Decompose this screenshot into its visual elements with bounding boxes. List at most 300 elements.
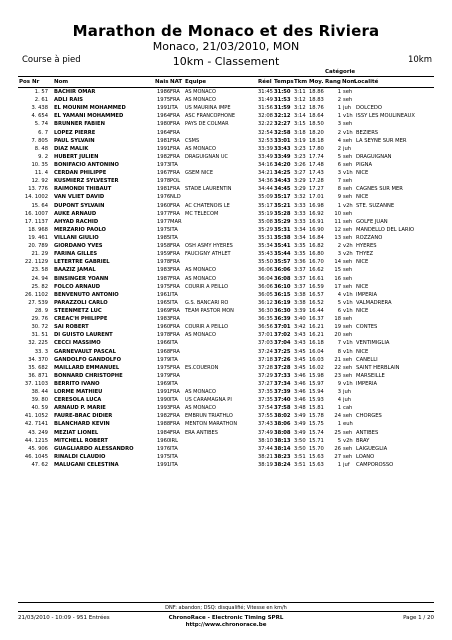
cell-reel: 38:10 (258, 437, 273, 444)
cell-pos: 40. 59 (31, 405, 48, 412)
cell-nais: 1965 (157, 299, 171, 306)
table-row (18, 339, 434, 347)
cell-equipe: ERA ANTIBES (185, 429, 218, 436)
cell-temps: 34:43 (274, 178, 291, 185)
cell-moy: 16.03 (309, 356, 324, 363)
cell-temps: 34:20 (274, 161, 291, 168)
cell-nat: ITA (170, 340, 178, 347)
cell-rang: 3 (337, 389, 341, 396)
cell-tkm: 3:34 (294, 234, 306, 241)
cell-reel: 37:54 (258, 405, 273, 412)
cell-tkm: 3:46 (294, 372, 306, 379)
event-subtitle: Monaco, 21/03/2010, MON (152, 40, 300, 53)
cell-moy: 16.52 (309, 299, 324, 306)
cell-reel: 31:56 (258, 105, 273, 112)
cell-cat: seh (343, 445, 353, 452)
cell-tkm: 3:37 (294, 275, 306, 282)
cell-cat: seh (343, 186, 353, 193)
cell-reel: 35:19 (258, 210, 273, 217)
cell-tkm: 3:27 (294, 170, 306, 177)
cell-nom: CECCI MASSIMO (54, 340, 101, 347)
cell-nat: NLD (170, 194, 181, 201)
cell-moy: 15.63 (309, 453, 324, 460)
cell-nais: 1990 (157, 397, 171, 404)
cell-pos: 26. 1102 (24, 291, 48, 298)
cell-temps: 36:15 (274, 291, 291, 298)
cell-nat: FRA (170, 324, 180, 331)
col-localite: Localité (354, 79, 379, 85)
cell-cat: seh (343, 324, 353, 331)
cell-nat: FRA (170, 405, 180, 412)
cell-tkm: 3:49 (294, 429, 306, 436)
cell-temps: 33:01 (274, 137, 291, 144)
cell-cat: seh (343, 137, 353, 144)
cell-temps: 37:01 (274, 324, 291, 331)
col-nom: Nom (54, 79, 69, 85)
cell-nat: FRA (170, 332, 180, 339)
cell-cat: v1h (343, 380, 353, 387)
cell-reel: 37:03 (258, 340, 273, 347)
cell-cat: seh (343, 259, 353, 266)
table-row (18, 453, 434, 461)
cell-pos: 18. 968 (28, 226, 48, 233)
cell-reel: 32:53 (258, 137, 273, 144)
cell-moy: 16.90 (309, 226, 324, 233)
cell-tkm: 3:49 (294, 413, 306, 420)
col-temps: Temps (274, 79, 294, 85)
cell-temps: 37:02 (274, 332, 291, 339)
cell-pos: 42. 7141 (24, 421, 48, 428)
table-row (18, 177, 434, 185)
cell-tkm: 3:33 (294, 202, 306, 209)
cell-nom: DI GUISTO LAURENT (54, 332, 113, 339)
table-row (18, 129, 434, 137)
cell-cat: v2h (343, 243, 353, 250)
cell-reel: 32:54 (258, 129, 273, 136)
cell-nais: 1958 (157, 243, 171, 250)
cell-loc: ISSY LES MOULINEAUX (356, 113, 415, 120)
cell-rang: 7 (337, 340, 341, 347)
cell-loc: PIGNA (356, 161, 373, 168)
cell-nat: FRA (170, 153, 180, 160)
cell-nat: FRA (170, 372, 180, 379)
table-row (18, 315, 434, 323)
cell-pos: 28. 9 (34, 307, 48, 314)
cell-rang: 6 (337, 161, 341, 168)
cell-pos: 8. 48 (34, 145, 48, 152)
cell-moy: 16.82 (309, 243, 324, 250)
cell-nat: FRA (170, 137, 180, 144)
cell-cat: juh (343, 105, 352, 112)
cell-pos: 35. 682 (28, 364, 48, 371)
cell-temps: 37:04 (274, 340, 291, 347)
cell-rang: 18 (334, 316, 341, 323)
footer-company (18, 615, 434, 629)
cell-temps: 35:17 (274, 194, 291, 201)
cell-nais: 1969 (157, 307, 171, 314)
cell-rang: 1 (337, 105, 341, 112)
cell-moy: 15.63 (309, 462, 324, 469)
cell-reel: 36:06 (258, 283, 273, 290)
table-row (18, 437, 434, 445)
cell-nat: ITA (170, 380, 178, 387)
cell-pos: 25. 82 (31, 283, 48, 290)
cell-nais: 1981 (157, 137, 171, 144)
cell-nat: FRA (170, 186, 180, 193)
cell-rang: 12 (334, 226, 341, 233)
cell-rang: 23 (334, 372, 341, 379)
cell-moy: 18.18 (309, 137, 324, 144)
cell-nat: IRL (170, 437, 179, 444)
cell-rang: 3 (337, 121, 341, 128)
cell-tkm: 3:15 (294, 121, 306, 128)
cell-tkm: 3:46 (294, 397, 306, 404)
cell-tkm: 3:37 (294, 267, 306, 274)
cell-equipe: AS MONACO (185, 389, 216, 396)
cell-nom: EL MOUNIM MOHAMMED (54, 105, 126, 112)
cell-tkm: 3:34 (294, 226, 306, 233)
cell-equipe: COURIR A PEILLO (185, 324, 229, 331)
cell-nais: 1960 (157, 324, 171, 331)
cell-cat: seh (343, 226, 353, 233)
table-row (18, 429, 434, 437)
cell-nais: 1978 (157, 259, 171, 266)
table-row (18, 266, 434, 274)
cell-cat: v1h (343, 307, 353, 314)
cell-tkm: 3:51 (294, 453, 306, 460)
cell-rang: 25 (334, 429, 341, 436)
cell-equipe: AS MONACO (185, 145, 216, 152)
cell-moy: 16.84 (309, 234, 324, 241)
cell-equipe: AS MONACO (185, 275, 216, 282)
cell-reel: 34:36 (258, 178, 273, 185)
cell-nais: 1975 (157, 226, 171, 233)
cell-cat: juh (343, 145, 352, 152)
cell-nom: GIORDANO YVES (54, 243, 103, 250)
table-row (18, 153, 434, 161)
cell-reel: 36:05 (258, 291, 273, 298)
cell-cat: juh (343, 397, 352, 404)
cell-moy: 18.76 (309, 105, 324, 112)
cell-moy: 16.62 (309, 267, 324, 274)
cell-nat: FRA (170, 97, 180, 104)
table-row (18, 96, 434, 104)
footer-company-url[interactable]: http://www.chronorace.be (185, 622, 267, 628)
table-row (18, 169, 434, 177)
cell-pos: 19. 461 (28, 234, 48, 241)
cell-nom: MERZARIO PAOLO (54, 226, 106, 233)
cell-nom: LOPEZ PIERRE (54, 129, 96, 136)
cell-nat: FRA (170, 275, 180, 282)
cell-moy: 16.37 (309, 316, 324, 323)
cell-equipe: DRAGUIGNAN UC (185, 153, 228, 160)
cell-nais: 1967 (157, 170, 171, 177)
cell-nom: FOLCO ARNAUD (54, 283, 101, 290)
cell-nom: VILLANI GIULIO (54, 234, 99, 241)
cell-nom: AHYAD RACHID (54, 218, 99, 225)
cell-loc: CAGNES SUR MER (356, 186, 403, 193)
cell-pos: 47. 62 (31, 462, 48, 469)
cell-moy: 15.98 (309, 372, 324, 379)
cell-loc: CONTES (356, 324, 378, 331)
cell-nom: CERESOLA LUCA (54, 397, 102, 404)
cell-pos: 38. 44 (31, 389, 48, 396)
cell-temps: 37:33 (274, 372, 291, 379)
cell-cat: seh (343, 356, 353, 363)
cell-reel: 37:18 (258, 356, 273, 363)
cell-rang: 14 (334, 259, 341, 266)
cell-reel: 37:29 (258, 372, 273, 379)
cell-temps: 33:43 (274, 145, 291, 152)
table-row (18, 420, 434, 428)
cell-nat: FRA (170, 121, 180, 128)
cell-pos: 45. 906 (28, 445, 48, 452)
cell-rang: 26 (334, 445, 341, 452)
cell-nais: 1981 (157, 186, 171, 193)
cell-rang: 20 (334, 332, 341, 339)
cell-nom: CERDAN PHILIPPE (54, 170, 107, 177)
table-bottom-rule (18, 602, 434, 603)
cell-nais: 1964 (157, 129, 171, 136)
cell-tkm: 3:23 (294, 153, 306, 160)
cell-pos: 41. 1052 (24, 413, 48, 420)
cell-reel: 35:29 (258, 226, 273, 233)
cell-temps: 34:45 (274, 186, 291, 193)
cell-reel: 34:16 (258, 161, 273, 168)
cell-nom: BERRITO IVANO (54, 380, 100, 387)
cell-nat: FRA (170, 210, 180, 217)
cell-nais: 1980 (157, 121, 171, 128)
cell-nom: PAUL SYLVAIN (54, 137, 95, 144)
cell-nais: 1964 (157, 113, 171, 120)
cell-cat: seh (343, 234, 353, 241)
cell-reel: 37:01 (258, 332, 273, 339)
cell-pos: 33. 3 (34, 348, 48, 355)
race-type: Course à pied (22, 55, 81, 65)
cell-cat: seh (343, 332, 353, 339)
table-row (18, 307, 434, 315)
cell-nais: 1987 (157, 275, 171, 282)
cell-tkm: 3:50 (294, 445, 306, 452)
cell-pos: 1. 57 (34, 89, 48, 95)
cell-temps: 35:44 (274, 251, 291, 258)
cell-moy: 15.74 (309, 429, 324, 436)
table-row (18, 234, 434, 242)
cell-nat: ITA (170, 356, 178, 363)
cell-moy: 18.83 (309, 97, 324, 104)
cell-reel: 37:27 (258, 380, 273, 387)
cell-nat: FRA (170, 348, 180, 355)
cell-nais: 1966 (157, 340, 171, 347)
cell-nat: ITA (170, 299, 178, 306)
cell-pos: 36. 871 (28, 372, 48, 379)
cell-rang: 3 (337, 170, 341, 177)
cell-pos: 37. 1103 (24, 380, 48, 387)
cell-equipe: AS MONACO (185, 89, 216, 95)
cell-temps: 31:53 (274, 97, 291, 104)
cell-nom: ARNAUD P. MARIE (54, 405, 106, 412)
cell-nom: BONIFACIO ANTONINO (54, 161, 119, 168)
col-nat: NAT (170, 79, 183, 85)
cell-cat: v1h (343, 113, 353, 120)
cell-reel: 33:49 (258, 153, 273, 160)
cell-cat: v1h (343, 291, 353, 298)
table-row (18, 161, 434, 169)
table-row (18, 88, 434, 96)
cell-moy: 15.97 (309, 380, 324, 387)
cell-rang: 4 (337, 397, 341, 404)
table-row (18, 299, 434, 307)
footer-date-entries: 21/03/2010 - 10:09 - 951 Entrées (18, 615, 110, 621)
cell-loc: GOLFE JUAN (356, 218, 388, 225)
cell-nat: ITA (170, 445, 178, 452)
cell-temps: 32:58 (274, 129, 291, 136)
cell-reel: 37:35 (258, 397, 273, 404)
cell-equipe: COURIR A PEILLO (185, 283, 229, 290)
cell-loc: ROZZANO (356, 234, 383, 241)
table-row (18, 218, 434, 226)
cell-temps: 37:39 (274, 389, 291, 396)
cell-nais: 1979 (157, 356, 171, 363)
cell-loc: CANELLI (356, 356, 378, 363)
cell-nais: 1979 (157, 372, 171, 379)
page-footer (18, 613, 434, 629)
table-row (18, 396, 434, 404)
cell-moy: 16.02 (309, 364, 324, 371)
cell-reel: 35:17 (258, 202, 273, 209)
cell-equipe: PAYS DE COLMAR (185, 121, 229, 128)
cell-reel: 37:49 (258, 429, 273, 436)
cell-moy: 17.48 (309, 161, 324, 168)
cell-nais: 1960 (157, 202, 171, 209)
table-row (18, 193, 434, 201)
table-row (18, 226, 434, 234)
cell-nat: ITA (170, 462, 178, 469)
cell-moy: 16.44 (309, 307, 324, 314)
cell-reel: 35:43 (258, 251, 273, 258)
cell-moy: 16.61 (309, 275, 324, 282)
cell-loc: IMPERIA (356, 291, 378, 298)
cell-nat: FRA (170, 170, 180, 177)
cell-nom: BLANCHARD KEVIN (54, 421, 110, 428)
table-row (18, 145, 434, 153)
cell-rang: 5 (337, 299, 341, 306)
cell-cat: seh (343, 372, 353, 379)
cell-tkm: 3:42 (294, 324, 306, 331)
cell-moy: 18.86 (309, 89, 324, 95)
cell-nom: LORME MATHIEU (54, 389, 103, 396)
cell-temps: 35:28 (274, 210, 291, 217)
cell-reel: 38:19 (258, 462, 273, 469)
col-rang: Rang (325, 79, 341, 85)
cell-equipe: MENTON MARATHON (185, 421, 238, 428)
cell-reel: 35:31 (258, 234, 273, 241)
cell-nat: FRA (170, 202, 180, 209)
cell-rang: 8 (337, 186, 341, 193)
cell-loc: NICE (356, 194, 369, 201)
cell-reel: 35:50 (258, 259, 273, 266)
cell-nais: 1982 (157, 413, 171, 420)
cell-moy: 16.18 (309, 340, 324, 347)
cell-temps: 37:28 (274, 364, 291, 371)
cell-temps: 35:29 (274, 218, 291, 225)
cell-temps: 32:12 (274, 113, 291, 120)
cell-cat: v1h (343, 129, 353, 136)
cell-nat: ITA (170, 105, 178, 112)
cell-temps: 35:31 (274, 226, 291, 233)
table-row (18, 210, 434, 218)
cell-moy: 16.98 (309, 202, 324, 209)
col-moy: Moy. (309, 79, 324, 85)
cell-pos: 22. 1129 (24, 259, 48, 266)
cell-moy: 15.75 (309, 421, 324, 428)
cell-tkm: 3:38 (294, 299, 306, 306)
cell-pos: 39. 80 (31, 397, 48, 404)
table-row (18, 283, 434, 291)
table-row (18, 185, 434, 193)
cell-pos: 9. 2 (38, 153, 48, 160)
cell-pos: 29. 76 (31, 316, 48, 323)
cell-tkm: 3:37 (294, 283, 306, 290)
cell-nom: STEENMETZ LUC (54, 307, 102, 314)
cell-tkm: 3:33 (294, 218, 306, 225)
cell-nom: GANDOLFO GANDOLFO (54, 356, 121, 363)
cell-pos: 46. 1045 (24, 453, 48, 460)
cell-rang: 1 (337, 89, 341, 95)
cell-pos: 12. 92 (31, 178, 48, 185)
cell-rang: 2 (337, 129, 341, 136)
cell-nom: BENVENUTO ANTONIO (54, 291, 119, 298)
cell-pos: 21. 29 (31, 251, 48, 258)
cell-moy: 18.20 (309, 129, 324, 136)
cell-equipe: CSMS (185, 137, 200, 144)
cell-temps: 38:23 (274, 453, 291, 460)
cell-tkm: 3:32 (294, 194, 306, 201)
cell-temps: 37:26 (274, 356, 291, 363)
cell-equipe: AS MONACO (185, 97, 216, 104)
table-row (18, 372, 434, 380)
cell-pos: 2. 61 (34, 97, 48, 104)
cell-rang: 10 (334, 210, 341, 217)
cell-temps: 38:14 (274, 445, 291, 452)
cell-temps: 37:58 (274, 405, 291, 412)
cell-reel: 36:06 (258, 267, 273, 274)
table-row (18, 348, 434, 356)
cell-pos: 16. 1007 (24, 210, 48, 217)
cell-loc: NICE (356, 307, 369, 314)
cell-nais: 1991 (157, 462, 171, 469)
cell-nom: GUAGLIARDO ALESSANDRO (54, 445, 134, 452)
cell-nais: 1991 (157, 105, 171, 112)
cell-nom: MAILLARD EMMANUEL (54, 364, 120, 371)
subtitle-row (0, 55, 452, 69)
cell-loc: BEZIERS (356, 129, 379, 136)
cell-nom: BONNARD CHRISTOPHE (54, 372, 123, 379)
table-row (18, 137, 434, 145)
cell-nat: POL (170, 178, 181, 185)
cell-equipe: EMBRUN TRIATHLO (185, 413, 233, 420)
cell-pos: 23. 58 (31, 267, 48, 274)
cell-nom: VAN VLIET DAVID (54, 194, 105, 201)
cell-temps: 37:34 (274, 380, 291, 387)
table-row (18, 380, 434, 388)
cell-cat: seh (343, 210, 353, 217)
cell-equipe: FAUCIGNY ATHLET (185, 251, 231, 258)
cell-reel: 36:30 (258, 307, 273, 314)
cell-loc: CAMPOROSSO (356, 462, 394, 469)
cell-cat: v1h (343, 170, 353, 177)
cell-nom: DIAZ MALIK (54, 145, 89, 152)
